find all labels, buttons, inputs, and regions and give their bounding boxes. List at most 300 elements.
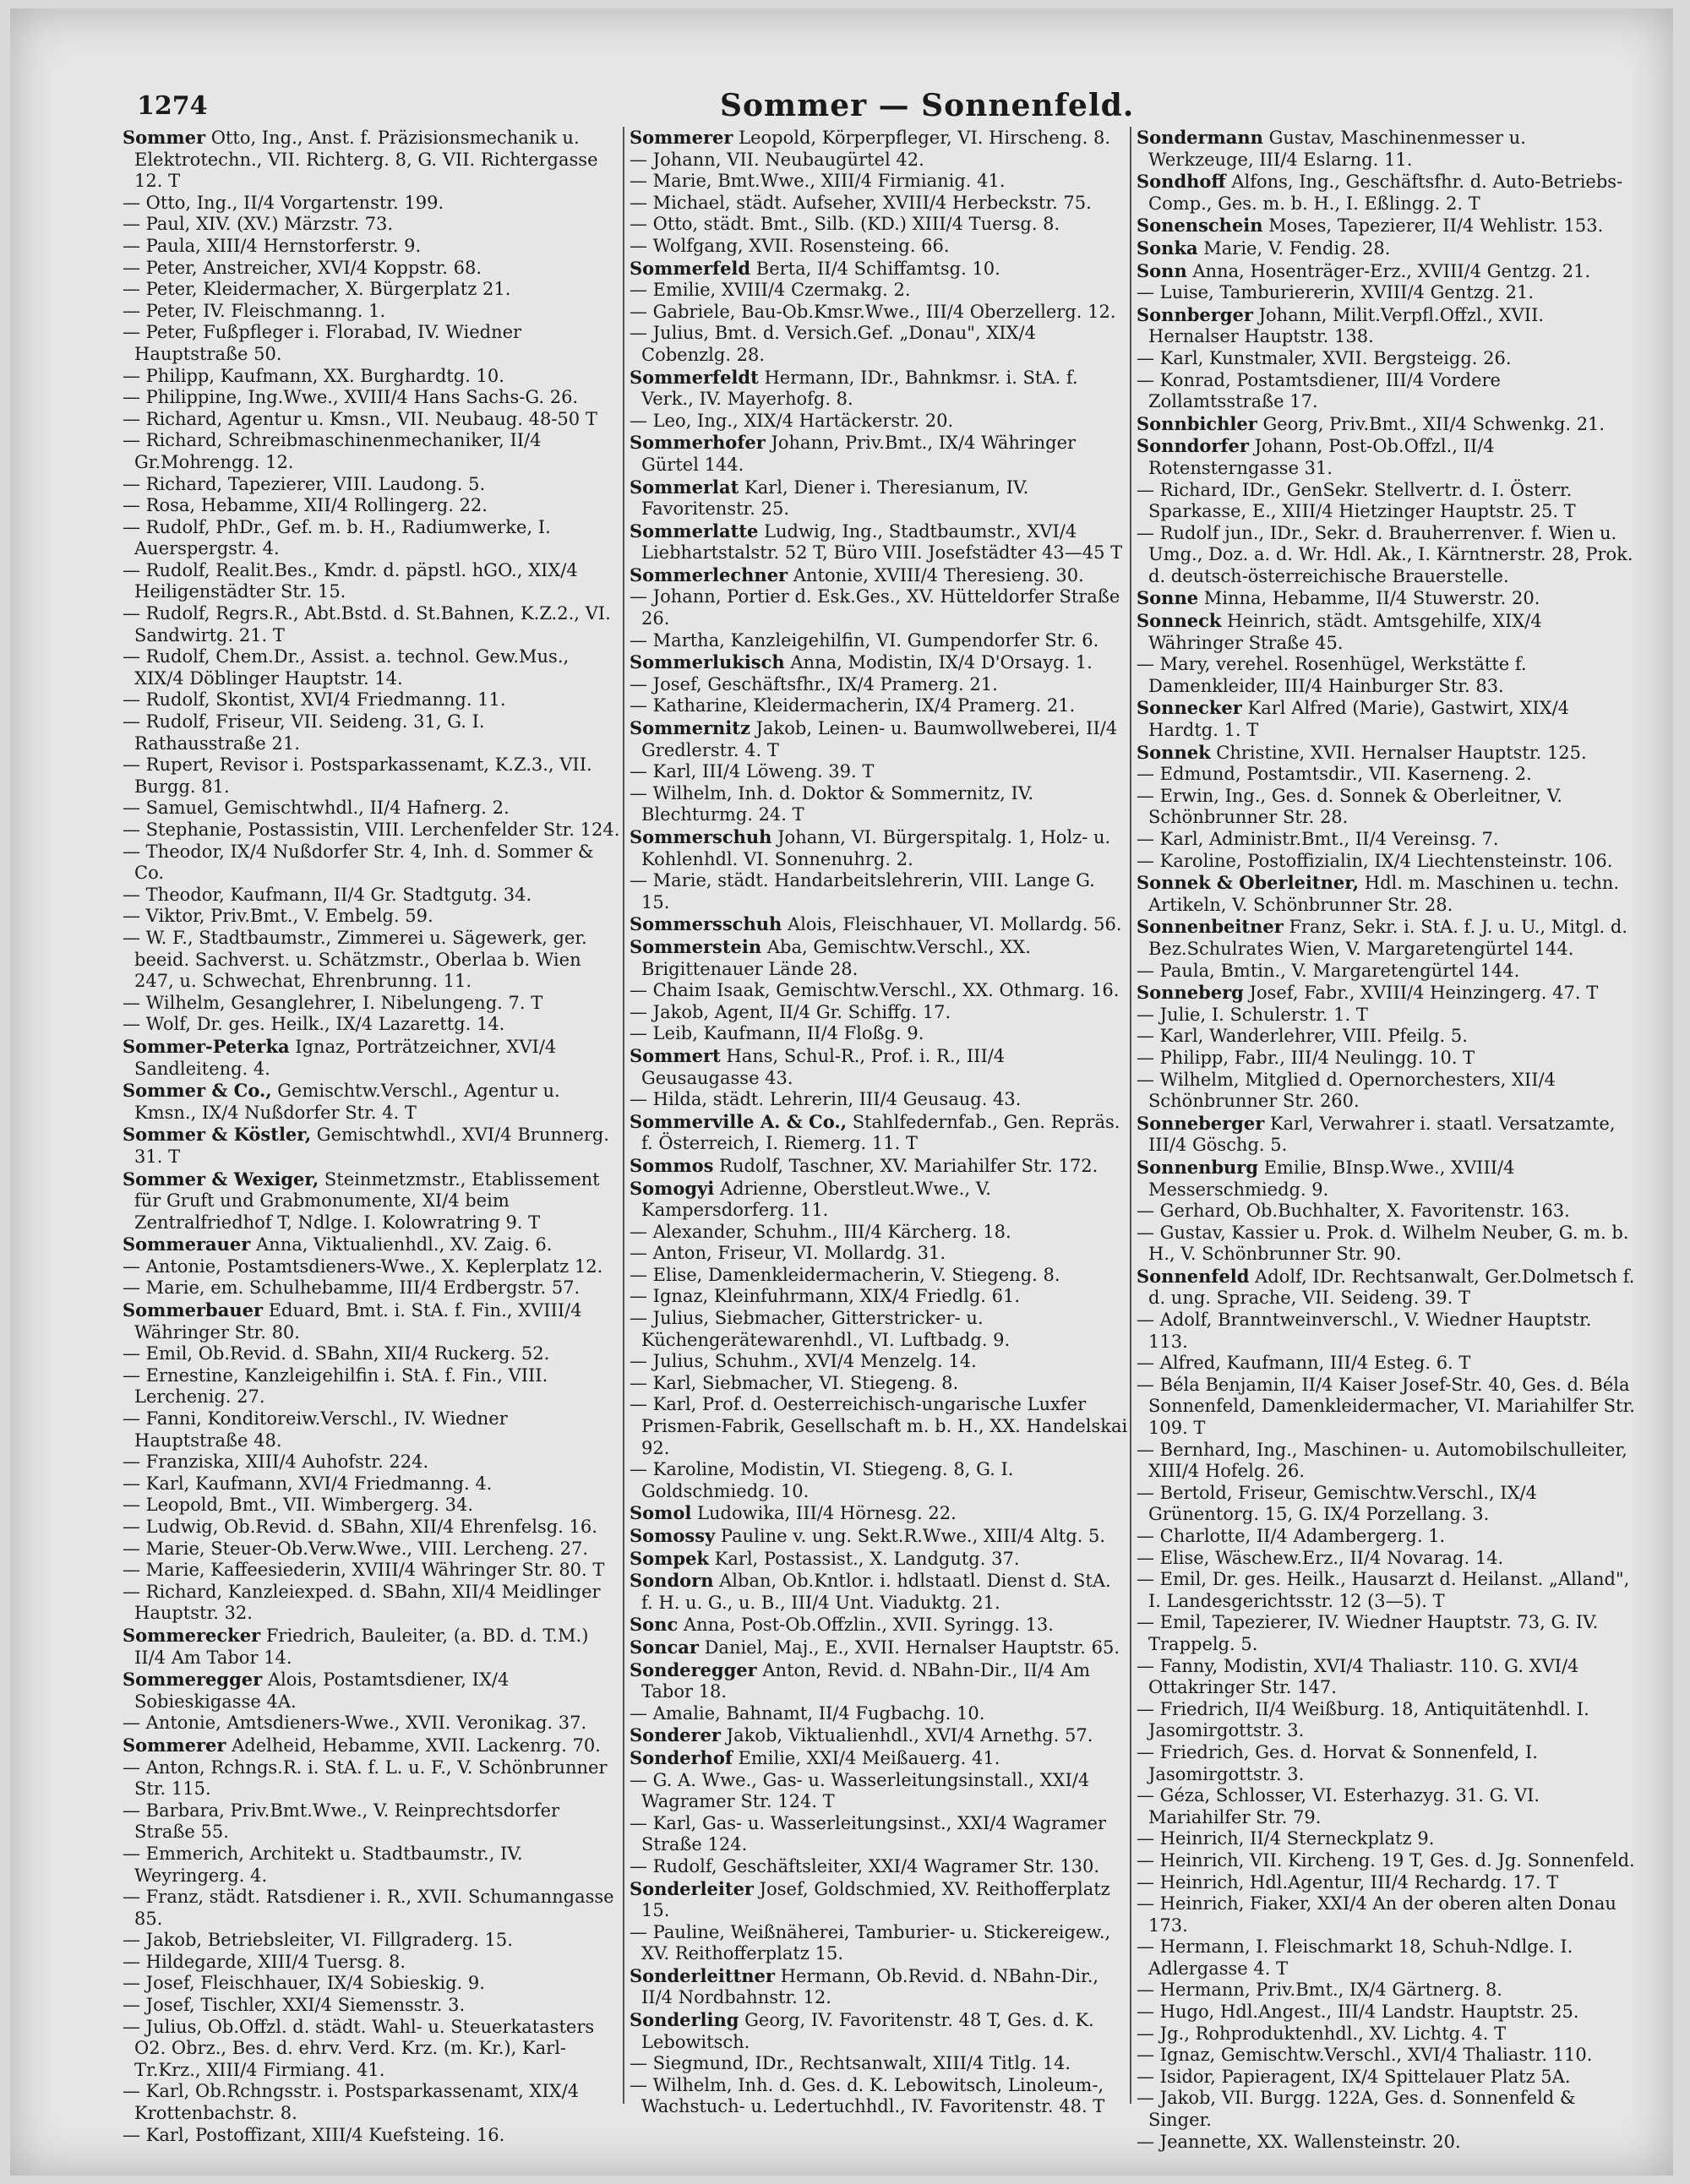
directory-entry <box>630 1922 1128 1965</box>
entry-text: — Martha, Kanzleigehilfin, VI. Gumpendorfer Str. 6. <box>630 629 1099 651</box>
entry-text: — Leo, Ing., XIX/4 Hartäckerstr. 20. <box>630 410 954 431</box>
entry-text: — Elise, Wäschew.Erz., II/4 Novarag. 14. <box>1137 1547 1504 1568</box>
directory-entry <box>123 1844 621 1887</box>
directory-entry <box>1137 1526 1635 1548</box>
entry-text: — Antonie, Amtsdieners-Wwe., XVII. Veronikag. 37. <box>123 1713 587 1734</box>
directory-entry <box>630 1002 1128 1024</box>
directory-entry <box>123 430 621 473</box>
entry-text: — Rudolf, Skontist, XVI/4 Friedmanng. 11. <box>123 689 506 711</box>
directory-entry <box>630 1965 1128 2009</box>
entry-text: — Julius, Siebmacher, Gitterstricker- u. Küchengerätewarenhdl., VI. Luftbadg. 9. <box>630 1308 1011 1350</box>
directory-entry <box>630 2075 1128 2118</box>
directory-entry <box>1137 742 1635 765</box>
directory-entry <box>1137 1612 1635 1655</box>
directory-entry <box>123 603 621 646</box>
directory-entry <box>630 1525 1128 1548</box>
directory-entry <box>123 474 621 496</box>
entry-headword: Somossy <box>630 1525 716 1546</box>
entry-text: — Rudolf jun., IDr., Sekr. d. Brauherrenver. f. Wien u. Umg., Doz. a. d. Wr. Hdl. Ak., I. Kärntnerstr. 28, Prok. d. deutsch-österreichische Brauerstelle. <box>1137 522 1633 586</box>
directory-entry <box>1137 697 1635 741</box>
directory-entry <box>1137 961 1635 983</box>
entry-headword: Sommerlat <box>630 476 739 498</box>
entry-text: — Adolf, Branntweinverschl., V. Wiedner Hauptstr. 113. <box>1137 1310 1592 1352</box>
entry-headword: Sonderleiter <box>630 1877 754 1899</box>
entry-text: — Karl, Kunstmaler, XVII. Bergsteigg. 26. <box>1137 347 1512 368</box>
directory-entry <box>1137 764 1635 786</box>
entry-text: — Josef, Fleischhauer, IX/4 Sobieskig. 9. <box>123 1973 485 1994</box>
directory-entry <box>123 1887 621 1930</box>
entry-text: — Heinrich, II/4 Sterneckplatz 9. <box>1137 1828 1435 1849</box>
directory-entry <box>630 913 1128 936</box>
directory-entry <box>630 761 1128 783</box>
entry-headword: Sonc <box>630 1614 679 1636</box>
entry-text: Alois, Postamtsdiener, IX/4 Sobieskigasse 4A. <box>134 1669 510 1712</box>
directory-entry <box>123 2081 621 2124</box>
directory-entry <box>123 1995 621 2017</box>
directory-entry <box>630 826 1128 870</box>
directory-entry <box>1137 348 1635 370</box>
entry-text: Karl, Verwahrer i. staatl. Versatzamte, III/4 Göschg. 5. <box>1148 1113 1616 1156</box>
directory-entry <box>123 993 621 1015</box>
directory-entry <box>123 885 621 907</box>
entry-text: — Karoline, Postoffizialin, IX/4 Liechtensteinstr. 106. <box>1137 850 1613 871</box>
entry-text: Alban, Ob.Kntlor. i. hdlstaatl. Dienst d. StA. f. H. u. G., u. B., III/4 Unt. Viaduktg. 21. <box>641 1571 1111 1613</box>
directory-entry <box>630 280 1128 302</box>
entry-text: Hermann, IDr., Bahnkmsr. i. StA. f. Verk., IV. Mayerhofg. 8. <box>641 367 1078 410</box>
entry-headword: Sondhoff <box>1137 171 1226 193</box>
entry-text: — Rupert, Revisor i. Postsparkassenamt, K.Z.3., VII. Burgg. 81. <box>123 754 592 797</box>
directory-entry <box>1137 127 1635 171</box>
entry-text: — Philippine, Ing.Wwe., XVIII/4 Hans Sachs-G. 26. <box>123 387 579 408</box>
entry-text: — Wilhelm, Gesanglehrer, I. Nibelungeng. 7. T <box>123 992 543 1013</box>
entry-headword: Sonnenfeld <box>1137 1265 1250 1287</box>
entry-headword: Sonneck <box>1137 610 1222 632</box>
entry-headword: Sommerlukisch <box>630 651 785 673</box>
directory-entry <box>123 1625 621 1669</box>
entry-text: — Theodor, Kaufmann, II/4 Gr. Stadtgutg. 34. <box>123 884 532 905</box>
entry-text: Karl, Postassist., X. Landgutg. 37. <box>709 1548 1020 1569</box>
directory-entry <box>630 1703 1128 1725</box>
entry-headword: Sommer <box>123 127 206 148</box>
directory-entry <box>1137 435 1635 479</box>
directory-entry <box>123 754 621 798</box>
entry-text: — Samuel, Gemischtwhdl., II/4 Hafnerg. 2. <box>123 798 510 819</box>
entry-text: — Fanny, Modistin, XVI/4 Thaliastr. 110. G. XVI/4 Ottakringer Str. 147. <box>1137 1655 1579 1698</box>
directory-entry <box>1137 829 1635 851</box>
entry-text: — Rudolf, Friseur, VII. Seideng. 31, G. I. Rathausstraße 21. <box>123 711 485 754</box>
entry-headword: Sonka <box>1137 237 1198 259</box>
entry-text: Steinmetzmstr., Etablissement für Gruft und Grabmonumente, XI/4 beim Zentralfriedhof T, Ndlge. I. Kolowratring 9. T <box>134 1168 600 1233</box>
entry-headword: Sonne <box>1137 587 1199 609</box>
entry-text: — Karoline, Modistin, VI. Stiegeng. 8, G. I. Goldschmiedg. 10. <box>630 1459 1014 1501</box>
entry-text: — Gabriele, Bau-Ob.Kmsr.Wwe., III/4 Oberzellerg. 12. <box>630 301 1116 322</box>
entry-text: — Johann, VII. Neubaugürtel 42. <box>630 149 924 170</box>
directory-entry <box>123 301 621 323</box>
directory-entry <box>630 1459 1128 1502</box>
entry-text: — Karl, III/4 Löweng. 39. T <box>630 761 875 782</box>
entry-text: — Friedrich, Ges. d. Horvat & Sonnenfeld, I. Jasomirgottstr. 3. <box>1137 1741 1538 1784</box>
entry-text: — Marie, Kaffeesiederin, XVIII/4 Währinger Str. 80. T <box>123 1560 605 1581</box>
entry-headword: Sonderer <box>630 1724 721 1746</box>
directory-entry <box>1137 1893 1635 1936</box>
directory-entry <box>123 1800 621 1844</box>
entry-text: Franz, Sekr. i. StA. f. J. u. U., Mitgl. d. Bez.Schulrates Wien, V. Margaretengürtel 144. <box>1148 917 1628 959</box>
directory-entry <box>630 323 1128 366</box>
directory-entry <box>123 2017 621 2082</box>
directory-entry <box>1137 1201 1635 1223</box>
entry-text: — Karl, Postoffizant, XIII/4 Kuefsteing. 16. <box>123 2124 505 2145</box>
entry-text: Georg, Priv.Bmt., XII/4 Schwenkg. 21. <box>1257 413 1606 434</box>
directory-entry <box>1137 610 1635 654</box>
entry-text: — Karl, Siebmacher, VI. Stiegeng. 8. <box>630 1372 959 1393</box>
directory-entry <box>630 1155 1128 1178</box>
directory-entry <box>630 150 1128 172</box>
directory-entry <box>1137 1113 1635 1157</box>
entry-text: — Géza, Schlosser, VI. Esterhazyg. 31. G. VI. Mariahilfer Str. 79. <box>1137 1785 1540 1827</box>
entry-text: — Emil, Tapezierer, IV. Wiedner Hauptstr. 73, G. IV. Trappelg. 5. <box>1137 1612 1599 1654</box>
entry-text: — Wilhelm, Inh. d. Ges. d. K. Lebowitsch, Linoleum-, Wachstuch- u. Ledertuchhdl., IV. Favoritenstr. 48. T <box>630 2074 1105 2117</box>
entry-headword: Sonneberger <box>1137 1112 1265 1134</box>
directory-entry <box>630 1351 1128 1373</box>
directory-entry <box>630 1747 1128 1770</box>
entry-text: Moses, Tapezierer, II/4 Wehlistr. 153. <box>1262 215 1604 237</box>
entry-text: — Ernestine, Kanzleigehilfin i. StA. f. Fin., VIII. Lerchenig. 27. <box>123 1364 548 1408</box>
entry-text: — Marie, städt. Handarbeitslehrerin, VIII. Lange G. 15. <box>630 870 1095 912</box>
directory-entry <box>1137 1980 1635 2002</box>
directory-entry <box>123 646 621 689</box>
entry-text: Heinrich, städt. Amtsgehilfe, XIX/4 Währinger Straße 45. <box>1148 611 1542 653</box>
directory-entry <box>123 1713 621 1735</box>
entry-headword: Sonn <box>1137 259 1187 281</box>
directory-entry <box>1137 1828 1635 1850</box>
directory-entry <box>630 1548 1128 1571</box>
entry-text: Hermann, Ob.Revid. d. NBahn-Dir., II/4 Nordbahnstr. 12. <box>641 1965 1099 2008</box>
entry-text: Adrienne, Oberstleut.Wwe., V. Kampersdorferg. 11. <box>641 1178 991 1221</box>
entry-headword: Sommer & Wexiger, <box>123 1168 319 1190</box>
entry-text: — Charlotte, II/4 Adambergerg. 1. <box>1137 1526 1446 1546</box>
column-1 <box>123 127 621 2146</box>
entry-text: — Elise, Damenkleidermacherin, V. Stiegeng. 8. <box>630 1264 1060 1285</box>
directory-entry <box>1137 1548 1635 1570</box>
directory-entry <box>630 2009 1128 2053</box>
directory-entry <box>123 1757 621 1800</box>
entry-text: — Friedrich, II/4 Weißburg. 18, Antiquitätenhdl. I. Jasomirgottstr. 3. <box>1137 1698 1589 1741</box>
entry-text: — Richard, Agentur u. Kmsn., VII. Neubaug. 48-50 T <box>123 408 597 429</box>
directory-entry <box>630 520 1128 564</box>
entry-text: — Emil, Ob.Revid. d. SBahn, XII/4 Ruckerg. 52. <box>123 1343 550 1364</box>
entry-text: — Béla Benjamin, II/4 Kaiser Josef-Str. 40, Ges. d. Béla Sonnenfeld, Damenkleidermacher, VI. Mariahilfer Str. 109. T <box>1137 1374 1635 1439</box>
entry-text: — Otto, Ing., II/4 Vorgartenstr. 199. <box>123 192 444 213</box>
directory-entry <box>123 1256 621 1278</box>
directory-entry <box>1137 1310 1635 1353</box>
directory-entry <box>630 695 1128 717</box>
directory-entry <box>123 711 621 754</box>
directory-entry <box>630 236 1128 258</box>
entry-text: — Rudolf, Realit.Bes., Kmdr. d. päpstl. hGO., XIX/4 Heiligenstädter Str. 15. <box>123 559 578 602</box>
directory-entry <box>630 1111 1128 1155</box>
entry-headword: Sommos <box>630 1154 714 1176</box>
column-2 <box>630 127 1128 2118</box>
entry-text: — Paula, XIII/4 Hernstorferstr. 9. <box>123 235 422 256</box>
directory-entry <box>1137 480 1635 523</box>
entry-text: — Viktor, Priv.Bmt., V. Embelg. 59. <box>123 906 433 927</box>
entry-text: — Jakob, VII. Burgg. 122A, Ges. d. Sonnenfeld & Singer. <box>1137 2088 1576 2131</box>
directory-entry <box>630 2053 1128 2075</box>
entry-text: Anna, Hosenträger-Erz., XVIII/4 Gentzg. 21. <box>1186 260 1591 281</box>
directory-entry <box>123 689 621 711</box>
directory-entry <box>1137 1070 1635 1113</box>
directory-entry <box>123 1582 621 1625</box>
directory-entry <box>1137 872 1635 916</box>
directory-entry <box>630 783 1128 826</box>
entry-headword: Sonenschein <box>1137 215 1263 237</box>
entry-text: Pauline v. ung. Sekt.R.Wwe., XIII/4 Altg. 5. <box>715 1526 1106 1546</box>
directory-entry <box>123 928 621 993</box>
entry-headword: Sommerstein <box>630 935 762 957</box>
directory-entry <box>123 1517 621 1539</box>
entry-text: — Hildegarde, XIII/4 Tuersg. 8. <box>123 1951 406 1972</box>
entry-text: Christine, XVII. Hernalser Hauptstr. 125. <box>1210 742 1587 763</box>
entry-headword: Sommerecker <box>123 1624 261 1646</box>
entry-text: — Emmerich, Architekt u. Stadtbaumstr., IV. Weyringerg. 4. <box>123 1843 523 1886</box>
directory-entry <box>1137 1742 1635 1785</box>
directory-entry <box>1137 1699 1635 1742</box>
entry-text: — Heinrich, VII. Kircheng. 19 T, Ges. d. Jg. Sonnenfeld. <box>1137 1849 1635 1871</box>
entry-text: — Heinrich, Hdl.Agentur, III/4 Rechardg. 17. T <box>1137 1871 1559 1893</box>
directory-entry <box>630 1502 1128 1525</box>
directory-entry <box>630 214 1128 236</box>
directory-entry <box>1137 1266 1635 1310</box>
directory-entry <box>1137 370 1635 413</box>
directory-entry <box>123 1952 621 1974</box>
entry-headword: Sommerfeldt <box>630 366 759 388</box>
entry-headword: Somogyi <box>630 1177 715 1199</box>
directory-entry <box>630 1286 1128 1308</box>
directory-entry <box>123 2125 621 2147</box>
directory-entry <box>630 1659 1128 1703</box>
directory-entry <box>630 1089 1128 1111</box>
entry-text: Daniel, Maj., E., XVII. Hernalser Hauptstr. 65. <box>698 1637 1120 1658</box>
directory-entry <box>630 411 1128 433</box>
entry-text: Antonie, XVIII/4 Theresieng. 30. <box>788 564 1084 585</box>
directory-entry <box>1137 982 1635 1005</box>
directory-entry <box>123 1473 621 1495</box>
entry-text: — Karl, Kaufmann, XVI/4 Friedmanng. 4. <box>123 1473 493 1494</box>
directory-entry <box>1137 237 1635 260</box>
entry-text: — Mary, verehel. Rosenhügel, Werkstätte f. Damenkleider, III/4 Hainburger Str. 83. <box>1137 654 1527 696</box>
directory-entry <box>123 1451 621 1473</box>
entry-text: — Emil, Dr. ges. Heilk., Hausarzt d. Heilanst. „Alland", I. Landesgerichtsstr. 12 (3—5). T <box>1137 1569 1630 1611</box>
directory-entry <box>123 214 621 236</box>
entry-text: Ignaz, Porträtzeichner, XVI/4 Sandleiteng. 4. <box>134 1036 557 1079</box>
entry-text: — Edmund, Postamtsdir., VII. Kaserneng. 2. <box>1137 764 1532 785</box>
directory-entry <box>630 936 1128 980</box>
entry-text: — Philipp, Kaufmann, XX. Burghardtg. 10. <box>123 365 504 386</box>
entry-headword: Sommernitz <box>630 717 750 739</box>
entry-headword: Sommerschuh <box>630 826 772 847</box>
entry-text: Anna, Post-Ob.Offzlin., XVII. Syringg. 13. <box>678 1615 1054 1636</box>
entry-text: — Ignaz, Gemischtw.Verschl., XVI/4 Thaliastr. 110. <box>1137 2045 1593 2066</box>
directory-entry <box>123 1234 621 1256</box>
entry-text: — Siegmund, IDr., Rechtsanwalt, XIII/4 Titlg. 14. <box>630 2053 1071 2074</box>
entry-text: Gemischtwhdl., XVI/4 Brunnerg. 31. T <box>134 1125 609 1167</box>
entry-headword: Sommerer <box>123 1734 226 1756</box>
entry-text: — Stephanie, Postassistin, VIII. Lerchenfelder Str. 124. <box>123 820 620 840</box>
directory-entry <box>630 127 1128 150</box>
entry-text: — Franz, städt. Ratsdiener i. R., XVII. Schumanngasse 85. <box>123 1887 614 1929</box>
entry-text: — Rosa, Hebamme, XII/4 Rollingerg. 22. <box>123 495 488 516</box>
directory-entry <box>630 1394 1128 1459</box>
entry-text: Jakob, Leinen- u. Baumwollweberei, II/4 Gredlerstr. 4. T <box>641 718 1118 760</box>
entry-text: — Richard, Tapezierer, VIII. Laudong. 5. <box>123 473 486 494</box>
directory-entry <box>123 387 621 409</box>
directory-entry <box>123 127 621 193</box>
entry-text: — Karl, Administr.Bmt., II/4 Vereinsg. 7. <box>1137 829 1499 849</box>
directory-entry <box>1137 654 1635 697</box>
entry-text: — Wilhelm, Inh. d. Doktor & Sommernitz, IV. Blechturmg. 24. T <box>630 782 1033 825</box>
entry-text: — Wolf, Dr. ges. Heilk., IX/4 Lazarettg. 14. <box>123 1014 505 1035</box>
entry-headword: Sommerbauer <box>123 1299 264 1321</box>
entry-text: — Anton, Rchngs.R. i. StA. f. L. u. F., V. Schönbrunner Str. 115. <box>123 1756 608 1800</box>
entry-text: — Richard, Kanzleiexped. d. SBahn, XII/4 Meidlinger Hauptstr. 32. <box>123 1581 601 1624</box>
directory-entry <box>1137 304 1635 348</box>
entry-text: — Julius, Ob.Offzl. d. städt. Wahl- u. Steuerkatasters O2. Obrz., Bes. d. ehrv. Verd. Krz. (m. Kr.), Karl-Tr.Krz., XIII/4 Firmiang. 41. <box>123 2016 595 2080</box>
entry-text: — Otto, städt. Bmt., Silb. (KD.) XIII/4 Tuersg. 8. <box>630 214 1060 235</box>
entry-text: — Heinrich, Fiaker, XXI/4 An der oberen alten Donau 173. <box>1137 1893 1616 1936</box>
entry-text: — Richard, IDr., GenSekr. Stellvertr. d. I. Österr. Sparkasse, E., XIII/4 Hietzinger Hauptstr. 25. T <box>1137 479 1576 522</box>
entry-text: — Hugo, Hdl.Angest., III/4 Landstr. Hauptstr. 25. <box>1137 2002 1579 2023</box>
entry-text: — Leopold, Bmt., VII. Wimbergerg. 34. <box>123 1495 474 1516</box>
entry-text: — Hermann, Priv.Bmt., IX/4 Gärtnerg. 8. <box>1137 1980 1502 2001</box>
directory-entry <box>630 432 1128 476</box>
directory-entry <box>630 1308 1128 1351</box>
directory-entry <box>123 1168 621 1234</box>
directory-entry <box>630 1265 1128 1287</box>
entry-headword: Sommerville A. & Co., <box>630 1110 848 1132</box>
entry-text: Emilie, XXI/4 Meißauerg. 41. <box>732 1747 1000 1768</box>
directory-entry <box>123 1539 621 1560</box>
entry-text: — Jeannette, XX. Wallensteinstr. 20. <box>1137 2131 1461 2152</box>
directory-entry <box>630 1023 1128 1045</box>
entry-text: Anna, Modistin, IX/4 D'Orsayg. 1. <box>784 652 1093 673</box>
directory-entry <box>630 870 1128 913</box>
directory-entry <box>123 1299 621 1343</box>
directory-entry <box>1137 916 1635 960</box>
entry-text: Ludwig, Ing., Stadtbaumstr., XVI/4 Liebhartstalstr. 52 T, Büro VIII. Josefstädter 43—45 T <box>641 520 1123 564</box>
entry-text: — Rudolf, Geschäftsleiter, XXI/4 Wagramer Str. 130. <box>630 1855 1100 1876</box>
directory-entry <box>1137 282 1635 304</box>
directory-entry <box>1137 2023 1635 2045</box>
directory-entry <box>630 717 1128 761</box>
directory-entry <box>630 1813 1128 1856</box>
entry-text: — Karl, Wanderlehrer, VIII. Pfeilg. 5. <box>1137 1026 1468 1047</box>
directory-entry <box>123 1930 621 1952</box>
entry-text: Leopold, Körperpfleger, VI. Hirscheng. 8. <box>733 128 1111 148</box>
entry-text: Stahlfedernfab., Gen. Repräs. f. Österreich, I. Riemerg. 11. T <box>641 1111 1120 1154</box>
directory-entry <box>123 1277 621 1299</box>
entry-text: Josef, Fabr., XVIII/4 Heinzingerg. 47. T <box>1243 983 1599 1004</box>
entry-text: — Barbara, Priv.Bmt.Wwe., V. Reinprechtsdorfer Straße 55. <box>123 1800 560 1843</box>
entry-text: Johann, Priv.Bmt., IX/4 Währinger Gürtel 144. <box>641 433 1077 475</box>
directory-entry <box>630 302 1128 324</box>
entry-text: — Peter, IV. Fleischmanng. 1. <box>123 300 386 321</box>
directory-entry <box>1137 587 1635 610</box>
entry-text: — Chaim Isaak, Gemischtw.Verschl., XX. Othmarg. 16. <box>630 980 1120 1001</box>
entry-text: — Wolfgang, XVII. Rosensteing. 66. <box>630 235 950 256</box>
directory-entry <box>123 1080 621 1124</box>
entry-headword: Sonderegger <box>630 1658 757 1680</box>
entry-text: — Julius, Schuhm., XVI/4 Menzelg. 14. <box>630 1351 977 1372</box>
entry-text: — Michael, städt. Aufseher, XVIII/4 Herbeckstr. 75. <box>630 192 1092 213</box>
directory-entry <box>123 322 621 365</box>
entry-headword: Sonnecker <box>1137 697 1242 719</box>
entry-text: — Bertold, Friseur, Gemischtw.Verschl., IX/4 Grünentorg. 15, G. IX/4 Porzellang. 3. <box>1137 1482 1537 1525</box>
directory-entry <box>630 1637 1128 1659</box>
directory-entry <box>123 1036 621 1080</box>
directory-entry <box>123 1669 621 1713</box>
column-3 <box>1137 127 1635 2153</box>
entry-text: — Philipp, Fabr., III/4 Neulingg. 10. T <box>1137 1047 1475 1068</box>
entry-text: — Alexander, Schuhm., III/4 Kärcherg. 18. <box>630 1221 1011 1242</box>
entry-text: Josef, Goldschmied, XV. Reithofferplatz 15. <box>641 1878 1110 1921</box>
directory-entry <box>123 258 621 280</box>
entry-headword: Sommert <box>630 1044 721 1066</box>
directory-entry <box>630 477 1128 520</box>
directory-entry <box>630 1373 1128 1395</box>
directory-entry <box>630 651 1128 674</box>
entry-headword: Sonderhof <box>630 1746 733 1768</box>
entry-text: — Paula, Bmtin., V. Margaretengürtel 144. <box>1137 960 1520 981</box>
entry-text: — Isidor, Papieragent, IX/4 Spittelauer Platz 5A. <box>1137 2066 1571 2087</box>
directory-entry <box>630 1570 1128 1614</box>
directory-entry <box>123 409 621 431</box>
entry-text: — G. A. Wwe., Gas- u. Wasserleitungsinstall., XXI/4 Wagramer Str. 124. T <box>630 1769 1090 1812</box>
entry-text: — Karl, Prof. d. Oesterreichisch-ungarische Luxfer Prismen-Fabrik, Gesellschaft m. b. H., XX. Handelskai 92. <box>630 1394 1128 1458</box>
entry-text: Hdl. m. Maschinen u. techn. Artikeln, V. Schönbrunner Str. 28. <box>1148 873 1620 915</box>
directory-entry <box>630 171 1128 193</box>
entry-text: — Wilhelm, Mitglied d. Opernorchesters, XII/4 Schönbrunner Str. 260. <box>1137 1069 1556 1112</box>
directory-entry <box>1137 1353 1635 1375</box>
entry-headword: Sonndorfer <box>1137 435 1249 457</box>
entry-text: — Rudolf, PhDr., Gef. m. b. H., Radiumwerke, I. Auerspergstr. 4. <box>123 516 551 559</box>
entry-text: Johann, VI. Bürgerspitalg. 1, Holz- u. Kohlenhdl. VI. Sonnenuhrg. 2. <box>641 827 1111 869</box>
entry-text: Friedrich, Bauleiter, (a. BD. d. T.M.) II/4 Am Tabor 14. <box>134 1625 589 1668</box>
entry-text: — Hermann, I. Fleischmarkt 18, Schuh-Ndlge. I. Adlergasse 4. T <box>1137 1936 1573 1979</box>
entry-text: — W. F., Stadtbaumstr., Zimmerei u. Sägewerk, ger. beeid. Sachverst. u. Schätzmstr., Oberlaa b. Wien 247, u. Schwechat, Ehrenbrunng. 11. <box>123 927 587 992</box>
directory-entry <box>1137 2132 1635 2154</box>
directory-entry <box>123 495 621 517</box>
entry-text: Johann, Milit.Verpfl.Offzl., XVII. Hernalser Hauptstr. 138. <box>1148 304 1545 347</box>
entry-text: — Jakob, Betriebsleiter, VI. Fillgraderg. 15. <box>123 1930 513 1951</box>
directory-entry <box>1137 1157 1635 1201</box>
directory-entry <box>123 279 621 301</box>
directory-entry <box>630 1770 1128 1813</box>
directory-entry <box>123 820 621 841</box>
entry-text: Emilie, BInsp.Wwe., XVIII/4 Messerschmiedg. 9. <box>1148 1157 1515 1200</box>
entry-text: Jakob, Viktualienhdl., XVI/4 Arnethg. 57. <box>720 1725 1093 1746</box>
entry-text: Gemischtw.Verschl., Agentur u. Kmsn., IX/4 Nußdorfer Str. 4. T <box>134 1081 560 1123</box>
entry-text: — Gustav, Kassier u. Prok. d. Wilhelm Neuber, G. m. b. H., V. Schönbrunner Str. 90. <box>1137 1222 1629 1265</box>
directory-entry <box>123 1973 621 1995</box>
directory-entry <box>123 517 621 560</box>
directory-entry <box>630 1178 1128 1222</box>
directory-entry <box>630 193 1128 215</box>
entry-headword: Sommersschuh <box>630 913 782 935</box>
entry-headword: Sonneberg <box>1137 982 1244 1004</box>
directory-entry <box>123 841 621 885</box>
directory-entry <box>123 1735 621 1757</box>
entry-text: — Marie, Bmt.Wwe., XIII/4 Firmianig. 41. <box>630 171 1006 192</box>
